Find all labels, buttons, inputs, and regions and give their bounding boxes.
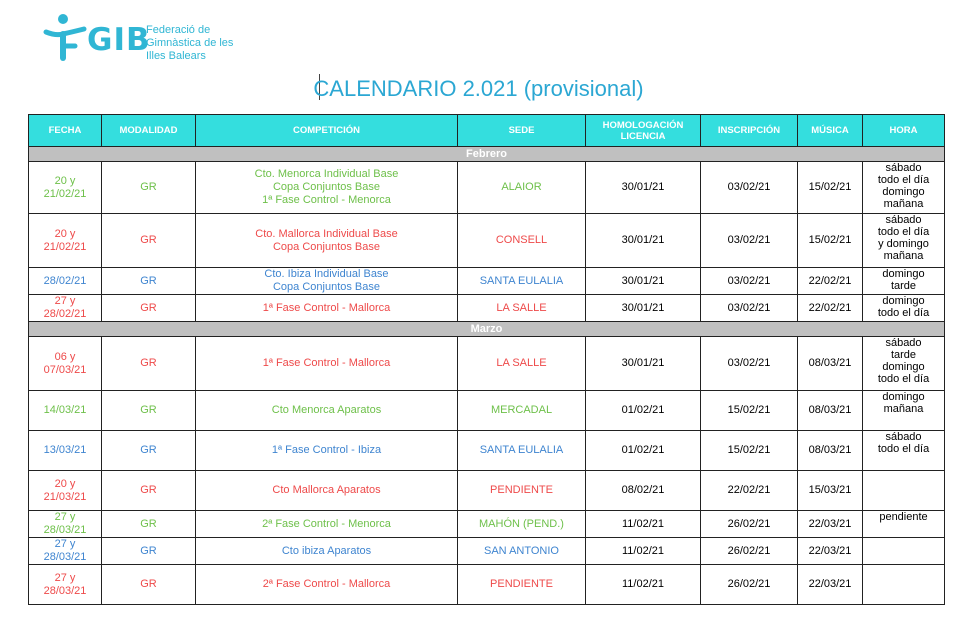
fecha-cell-line: 28/03/21: [43, 551, 87, 563]
competicion-cell-line: 1ª Fase Control - Menorca: [262, 194, 391, 206]
hora-cell-line: todo el día: [877, 443, 930, 455]
competicion-cell-line: Cto Menorca Aparatos: [271, 404, 382, 416]
competicion-cell-line: Copa Conjuntos Base: [272, 181, 380, 193]
homologacion-cell: 30/01/21: [586, 295, 701, 322]
fecha-cell-line: 21/02/21: [43, 187, 87, 200]
modalidad-cell: GR: [102, 337, 196, 391]
modalidad-cell: GR: [102, 391, 196, 431]
homologacion-cell: 08/02/21: [586, 471, 701, 511]
homologacion-cell: 01/02/21: [586, 391, 701, 431]
hora-cell-line: domingo: [882, 186, 925, 198]
logo-line: Federació de: [146, 24, 211, 36]
fecha-cell-line: 07/03/21: [43, 363, 87, 376]
competicion-cell: [196, 511, 458, 538]
musica-cell: 22/03/21: [798, 538, 863, 565]
fecha-cell-line: 20 y: [54, 227, 76, 240]
musica-cell: 15/02/21: [798, 214, 863, 268]
table-row: [29, 391, 945, 431]
hora-cell-line: tarde: [890, 280, 917, 292]
inscripcion-cell: 03/02/21: [701, 337, 798, 391]
homologacion-cell: 30/01/21: [586, 268, 701, 295]
hora-cell: [863, 511, 945, 538]
header-competicion: COMPETICIÓN: [196, 115, 458, 147]
modalidad-cell: GR: [102, 214, 196, 268]
fecha-cell: [29, 431, 102, 471]
competicion-cell: [196, 538, 458, 565]
musica-cell: 22/03/21: [798, 511, 863, 538]
hora-cell: [863, 431, 945, 471]
table-row: [29, 295, 945, 322]
sede-cell: ALAIOR: [458, 162, 586, 214]
inscripcion-cell: 03/02/21: [701, 268, 798, 295]
fecha-cell-line: 13/03/21: [43, 444, 87, 456]
inscripcion-cell: 15/02/21: [701, 431, 798, 471]
sede-cell: PENDIENTE: [458, 471, 586, 511]
homologacion-cell: 30/01/21: [586, 214, 701, 268]
competicion-cell: [196, 214, 458, 268]
table-row: [29, 214, 945, 268]
month-label: Marzo: [29, 322, 945, 337]
fecha-cell-line: 28/03/21: [43, 584, 87, 597]
competicion-cell: [196, 391, 458, 431]
competicion-cell: [196, 337, 458, 391]
fecha-cell: [29, 511, 102, 538]
inscripcion-cell: 15/02/21: [701, 391, 798, 431]
fecha-cell-line: 27 y: [54, 295, 76, 307]
table-row: [29, 337, 945, 391]
competicion-cell-line: Cto ibiza Aparatos: [281, 544, 372, 557]
logo-line: Gimnàstica de les: [146, 37, 234, 49]
table-row: [29, 268, 945, 295]
modalidad-cell: GR: [102, 538, 196, 565]
musica-cell: 08/03/21: [798, 391, 863, 431]
fecha-cell: [29, 214, 102, 268]
fecha-cell-line: 27 y: [54, 511, 76, 523]
inscripcion-cell: 03/02/21: [701, 162, 798, 214]
sede-cell: SANTA EULALIA: [458, 268, 586, 295]
hora-cell-line: todo el día: [877, 174, 930, 186]
hora-cell-line: domingo: [882, 295, 925, 307]
fecha-cell-line: 20 y: [54, 174, 76, 187]
federation-logo: [42, 12, 252, 64]
inscripcion-cell: 26/02/21: [701, 538, 798, 565]
fecha-cell: [29, 538, 102, 565]
calendar-body: [29, 147, 945, 605]
table-row: [29, 565, 945, 605]
musica-cell: 08/03/21: [798, 431, 863, 471]
homologacion-cell: 11/02/21: [586, 511, 701, 538]
hora-cell-line: sábado: [885, 431, 922, 443]
competicion-cell-line: 1ª Fase Control - Ibiza: [271, 444, 382, 456]
hora-cell-line: sábado: [885, 162, 922, 174]
musica-cell: 08/03/21: [798, 337, 863, 391]
hora-cell: [863, 391, 945, 431]
hora-cell-line: sábado: [885, 214, 922, 226]
inscripcion-cell: 03/02/21: [701, 214, 798, 268]
competicion-cell: [196, 471, 458, 511]
sede-cell: PENDIENTE: [458, 565, 586, 605]
hora-cell: [863, 565, 945, 605]
modalidad-cell: GR: [102, 511, 196, 538]
hora-cell-line: todo el día: [877, 307, 930, 319]
inscripcion-cell: 22/02/21: [701, 471, 798, 511]
modalidad-cell: GR: [102, 471, 196, 511]
calendar-table: [28, 114, 945, 605]
hora-cell: [863, 268, 945, 295]
table-row: [29, 162, 945, 214]
musica-cell: 15/03/21: [798, 471, 863, 511]
hora-cell-line: domingo: [882, 391, 925, 403]
hora-cell-line: todo el día: [877, 373, 930, 385]
hora-cell-line: domingo: [882, 361, 925, 373]
inscripcion-cell: 26/02/21: [701, 511, 798, 538]
competicion-cell: [196, 565, 458, 605]
competicion-cell-line: Copa Conjuntos Base: [272, 281, 380, 293]
competicion-cell: [196, 295, 458, 322]
hora-cell: [863, 162, 945, 214]
logo-line: Illes Balears: [146, 50, 206, 62]
header-sede: SEDE: [458, 115, 586, 147]
logo-acronym: GIB: [87, 22, 151, 58]
fecha-cell-line: 14/03/21: [43, 404, 87, 416]
competicion-cell-line: Copa Conjuntos Base: [272, 240, 380, 253]
hora-cell-line: mañana: [883, 403, 924, 415]
sede-cell: MAHÓN (PEND.): [458, 511, 586, 538]
competicion-cell-line: 1ª Fase Control - Mallorca: [262, 301, 391, 314]
logo-federation-name: [146, 24, 233, 63]
fecha-cell-line: 28/03/21: [43, 524, 87, 536]
hora-cell-line: y domingo: [878, 238, 929, 250]
hora-cell-line: mañana: [883, 250, 924, 262]
competicion-cell-line: 2ª Fase Control - Mallorca: [262, 578, 391, 590]
homologacion-cell: 11/02/21: [586, 565, 701, 605]
fecha-cell: [29, 337, 102, 391]
fecha-cell: [29, 162, 102, 214]
header-hora: HORA: [863, 115, 945, 147]
modalidad-cell: GR: [102, 431, 196, 471]
hora-cell: [863, 214, 945, 268]
hora-cell-line: pendiente: [879, 511, 928, 523]
hora-cell: [863, 295, 945, 322]
homologacion-cell: 30/01/21: [586, 162, 701, 214]
competicion-cell-line: 1ª Fase Control - Mallorca: [262, 357, 391, 369]
table-row: [29, 471, 945, 511]
sede-cell: SANTA EULALIA: [458, 431, 586, 471]
competicion-cell-line: Cto. Menorca Individual Base: [254, 168, 399, 180]
competicion-cell-line: Cto Mallorca Aparatos: [272, 484, 381, 496]
sede-cell: MERCADAL: [458, 391, 586, 431]
month-row: [29, 322, 945, 337]
fecha-cell: [29, 565, 102, 605]
fecha-cell-line: 28/02/21: [43, 274, 87, 287]
hora-cell-line: sábado: [885, 337, 922, 349]
gymnast-logo-icon: [42, 12, 90, 62]
musica-cell: 22/03/21: [798, 565, 863, 605]
competicion-cell: [196, 268, 458, 295]
fecha-cell: [29, 391, 102, 431]
header-homologacion: HOMOLOGACIÓN LICENCIA: [586, 115, 701, 147]
fecha-cell: [29, 268, 102, 295]
fecha-cell-line: 28/02/21: [43, 308, 87, 320]
hora-cell-line: domingo: [882, 268, 925, 280]
table-row: [29, 511, 945, 538]
sede-cell: SAN ANTONIO: [458, 538, 586, 565]
header-inscripcion: INSCRIPCIÓN: [701, 115, 798, 147]
sede-cell: LA SALLE: [458, 337, 586, 391]
competicion-cell-line: Cto. Mallorca Individual Base: [255, 227, 398, 240]
page-title: CALENDARIO 2.021 (provisional): [313, 76, 644, 101]
header-row: [29, 115, 945, 147]
hora-cell-line: mañana: [883, 198, 924, 210]
musica-cell: 22/02/21: [798, 295, 863, 322]
competicion-cell: [196, 162, 458, 214]
modalidad-cell: GR: [102, 162, 196, 214]
sede-cell: CONSELL: [458, 214, 586, 268]
musica-cell: 15/02/21: [798, 162, 863, 214]
inscripcion-cell: 03/02/21: [701, 295, 798, 322]
table-row: [29, 538, 945, 565]
month-label: Febrero: [29, 147, 945, 162]
hora-cell: [863, 337, 945, 391]
month-row: [29, 147, 945, 162]
fecha-cell-line: 27 y: [54, 571, 76, 584]
homologacion-cell: 11/02/21: [586, 538, 701, 565]
modalidad-cell: GR: [102, 268, 196, 295]
fecha-cell-line: 27 y: [54, 538, 76, 550]
hora-cell-line: tarde: [890, 349, 917, 361]
fecha-cell-line: 21/02/21: [43, 240, 87, 253]
modalidad-cell: GR: [102, 565, 196, 605]
competicion-cell: [196, 431, 458, 471]
hora-cell-line: todo el día: [877, 226, 930, 238]
fecha-cell: [29, 295, 102, 322]
homologacion-cell: 01/02/21: [586, 431, 701, 471]
competicion-cell-line: 2ª Fase Control - Menorca: [262, 517, 391, 530]
fecha-cell: [29, 471, 102, 511]
hora-cell: [863, 538, 945, 565]
competicion-cell-line: Cto. Ibiza Individual Base: [264, 268, 389, 280]
hora-cell: [863, 471, 945, 511]
modalidad-cell: GR: [102, 295, 196, 322]
header-modalidad: MODALIDAD: [102, 115, 196, 147]
header-musica: MÚSICA: [798, 115, 863, 147]
homologacion-cell: 30/01/21: [586, 337, 701, 391]
fecha-cell-line: 06 y: [54, 350, 76, 363]
header-fecha: FECHA: [29, 115, 102, 147]
fecha-cell-line: 20 y: [54, 477, 76, 490]
sede-cell: LA SALLE: [458, 295, 586, 322]
table-row: [29, 431, 945, 471]
musica-cell: 22/02/21: [798, 268, 863, 295]
inscripcion-cell: 26/02/21: [701, 565, 798, 605]
fecha-cell-line: 21/03/21: [43, 490, 87, 503]
